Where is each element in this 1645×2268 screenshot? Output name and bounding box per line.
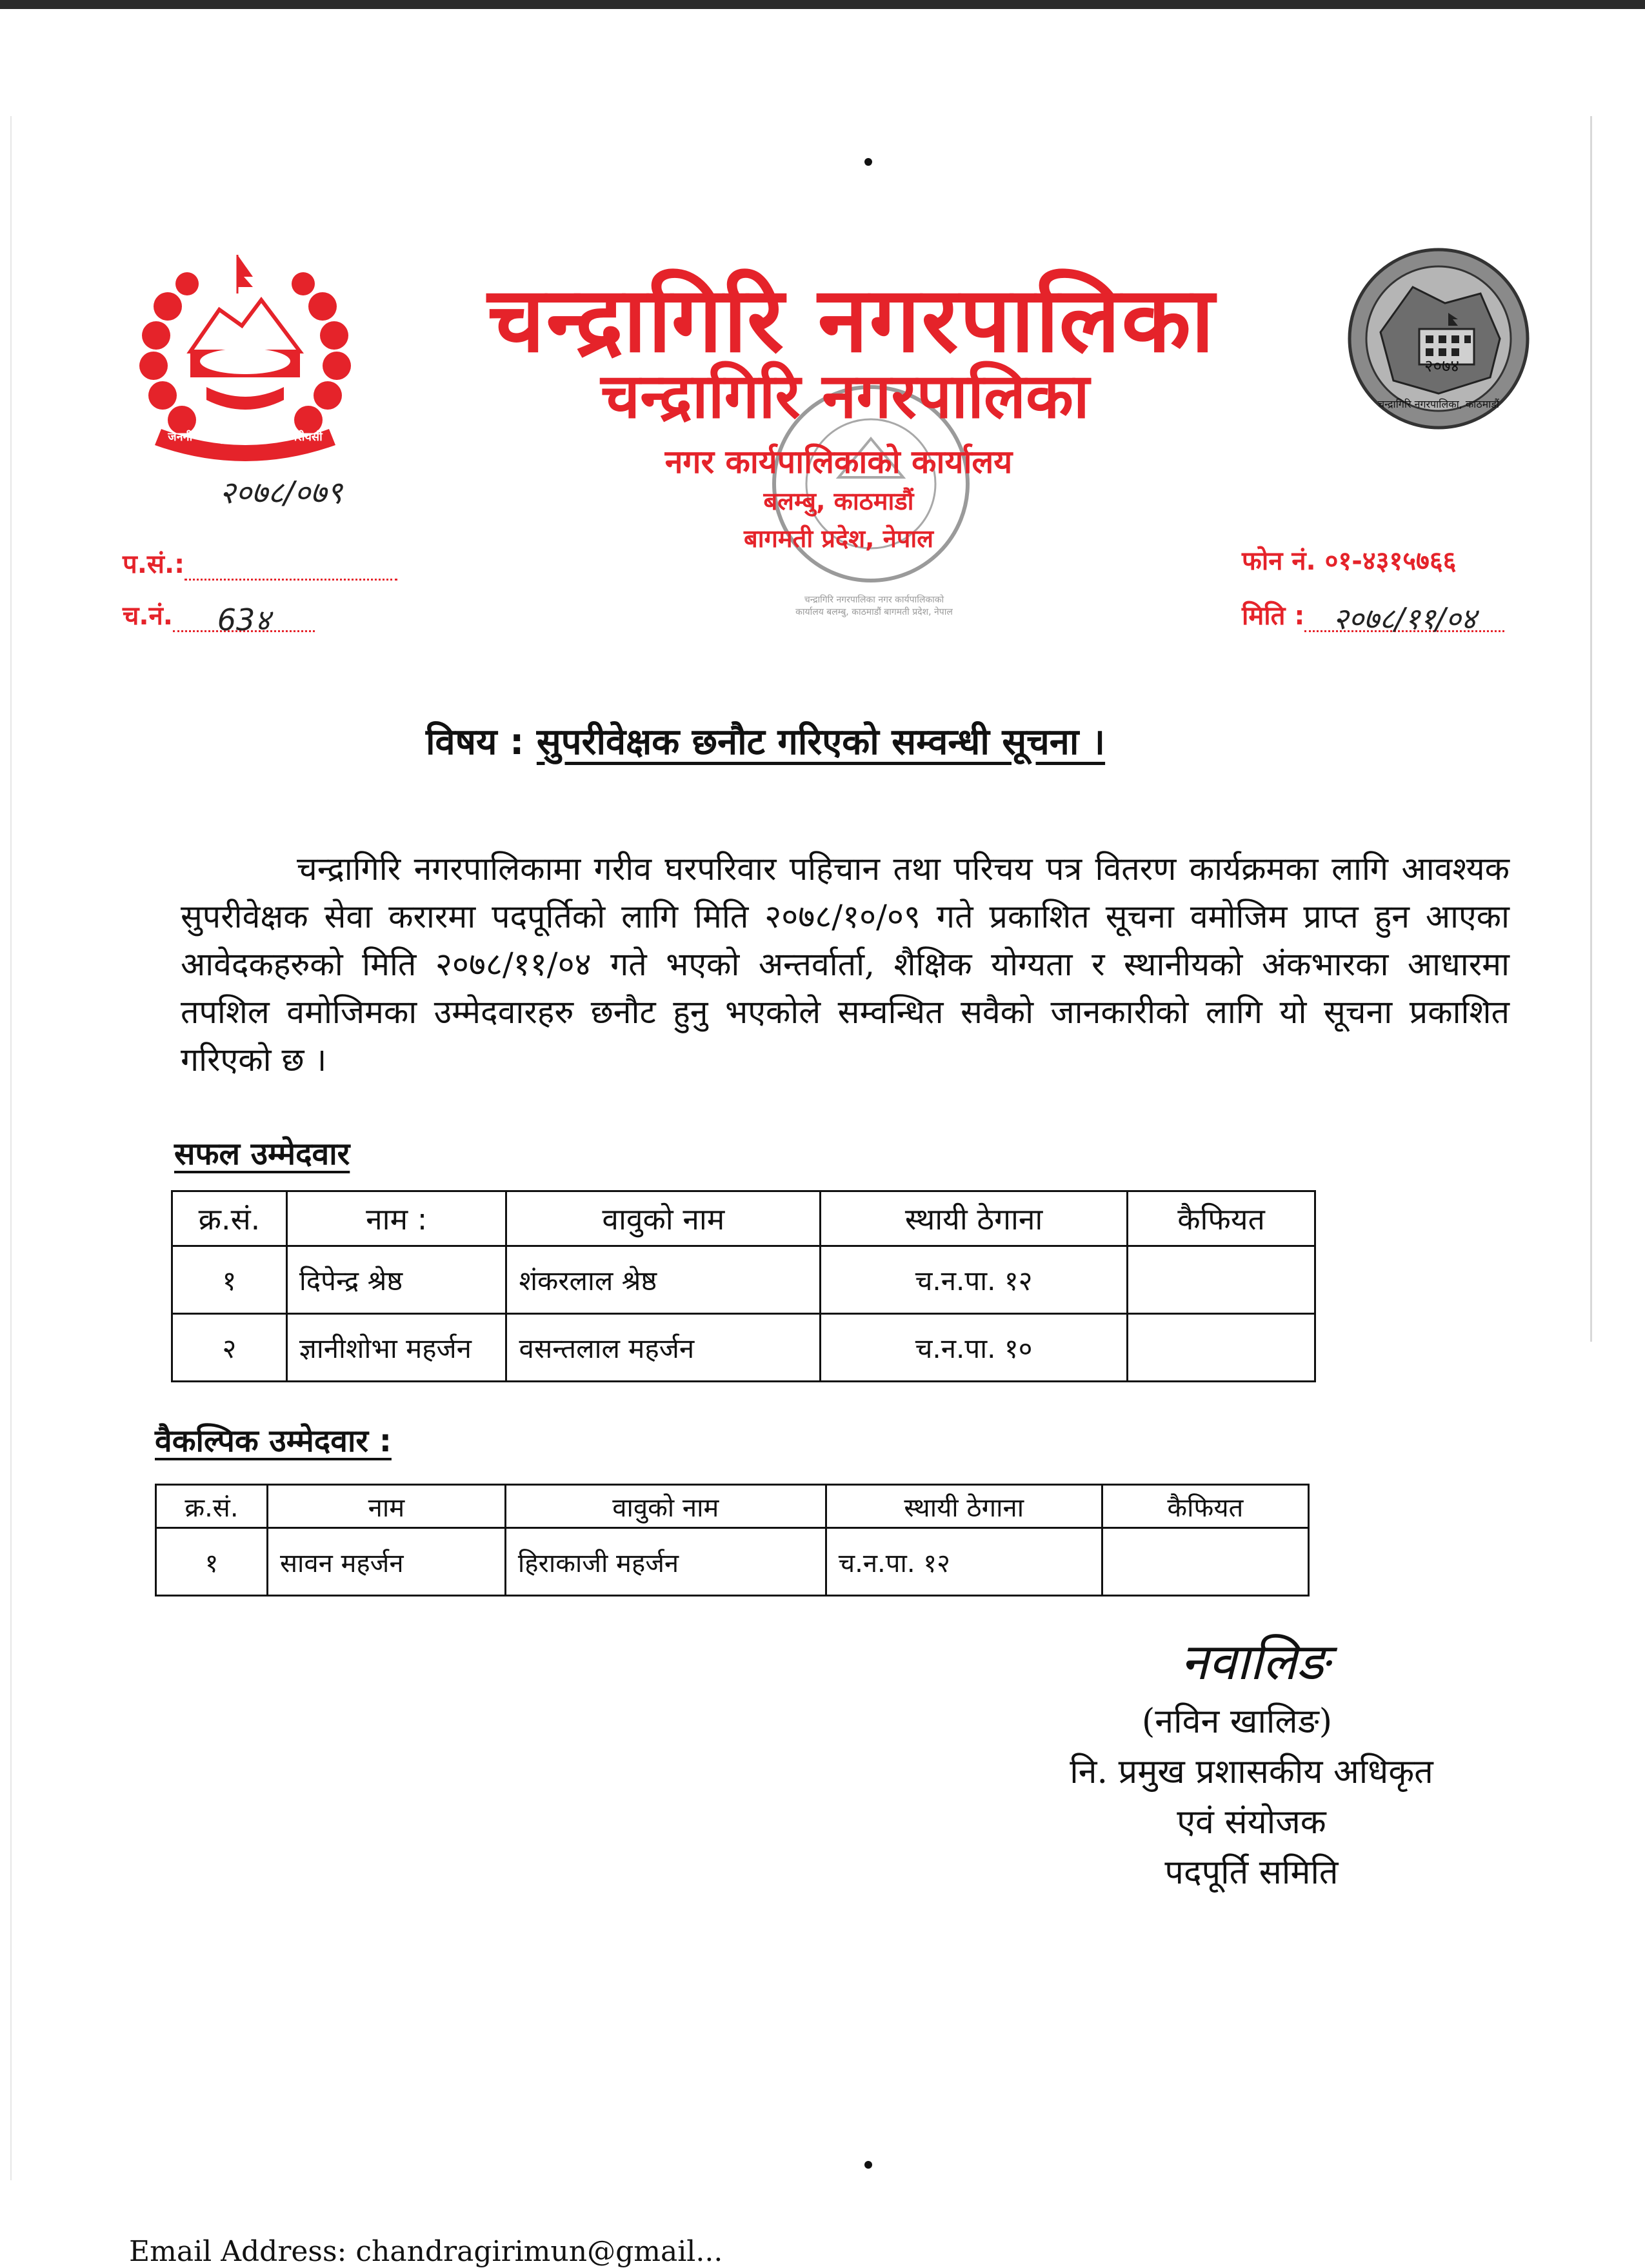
seal-year: २०७४ — [1424, 357, 1460, 376]
scan-speck — [864, 158, 872, 166]
col-address: स्थायी ठेगाना — [821, 1191, 1128, 1246]
col-sn: क्र.सं. — [156, 1485, 268, 1528]
notice-body: चन्द्रागिरि नगरपालिकामा गरीव घरपरिवार पहिचान तथा परिचय पत्र वितरण कार्यक्रमका लागि आवश्यक सुपरीवेक्षक सेवा करारमा पदपूर्तिको लागि मिति २०७८/१०/०९ गते प्रकाशित सूचना वमोजिम प्राप्त हुन आएका आवेदकहरुको मिति २०७८/११/०४ गते भएको अन्तर्वार्ता, शैक्षिक योग्यता र स्थानीयको अंकभारका आधारमा तपशिल वमोजिमका उम्मेदवारहरु छनौट हुनु भएकोले सम्वन्धित सवैको जानकारीको लागि यो सूचना प्रकाशित गरिएको छ । — [181, 850, 1510, 1079]
date-value: २०७८/११/०४ — [1333, 601, 1477, 636]
cell-father: हिराकाजी महर्जन — [505, 1528, 826, 1596]
cell-father: वसन्तलाल महर्जन — [506, 1314, 821, 1382]
table-row — [172, 1246, 1315, 1314]
cell-name: दिपेन्द्र श्रेष्ठ — [286, 1246, 506, 1314]
table-row — [156, 1528, 1309, 1596]
signatory-name: (नविन खालिङ) — [1142, 1702, 1333, 1741]
cell-father: शंकरलाल श्रेष्ठ — [506, 1246, 821, 1314]
col-remarks: कैफियत — [1127, 1191, 1315, 1246]
seal-text: चन्द्रागिरि नगरपालिका, काठमाडौं — [1377, 398, 1500, 410]
cn-row — [123, 597, 315, 637]
cell-sn: १ — [172, 1246, 287, 1314]
signatory-title1: नि. प्रमुख प्रशासकीय अधिकृत — [1070, 1753, 1433, 1791]
col-address: स्थायी ठेगाना — [826, 1485, 1102, 1528]
cn-label: च.नं. — [123, 601, 173, 631]
fiscal-year: २०७८/०७९ — [219, 475, 343, 511]
subject-text: सुपरीवेक्षक छनौट गरिएको सम्वन्धी सूचना । — [536, 721, 1106, 763]
office-address-line2: बागमती प्रदेश, नेपाल — [744, 524, 933, 553]
col-name: नाम — [267, 1485, 505, 1528]
cell-address: च.न.पा. १२ — [826, 1528, 1102, 1596]
scan-left-edge — [10, 116, 12, 2180]
date-row — [1242, 597, 1504, 636]
ps-row — [123, 545, 397, 581]
signatory-block — [987, 1696, 1516, 1898]
phone-number: फोन नं. ०१-४३१५७६६ — [1242, 546, 1457, 576]
municipality-title: चन्द्रागिरि नगरपालिका — [487, 267, 1216, 373]
subject-line — [426, 716, 1264, 765]
cell-remarks — [1102, 1528, 1308, 1596]
signatory-title3: पदपूर्ति समिति — [1164, 1853, 1339, 1892]
scan-speck — [864, 2161, 872, 2169]
cell-sn: २ — [172, 1314, 287, 1382]
cell-address: च.न.पा. १० — [821, 1314, 1128, 1382]
table-header-row — [172, 1191, 1315, 1246]
footer-email: Email Address: chandragirimun@gmail... — [129, 2235, 723, 2268]
alternate-table — [155, 1484, 1310, 1597]
municipality-title-script: चन्द्रागिरि नगरपालिका — [601, 359, 1090, 432]
date-label: मिति : — [1242, 601, 1305, 631]
office-address-line1: बलम्बु, काठमाडौं — [763, 487, 914, 515]
cell-name: ज्ञानीशोभा महर्जन — [286, 1314, 506, 1382]
scan-top-edge — [0, 0, 1645, 9]
cell-address: च.न.पा. १२ — [821, 1246, 1128, 1314]
successful-table — [171, 1190, 1316, 1382]
subject-label: विषय : — [426, 721, 524, 763]
office-name: नगर कार्यपालिकाको कार्यालय — [664, 443, 1013, 481]
col-father: वावुको नाम — [506, 1191, 821, 1246]
signature-scribble: नवालिङ — [1181, 1633, 1329, 1691]
cn-value: 63४ — [217, 602, 271, 637]
ps-label: प.सं.: — [123, 550, 185, 579]
col-father: वावुको नाम — [505, 1485, 826, 1528]
emblem-motto: जननी जन्मभूमिश्च स्वर्गादपि गरीयसी — [168, 430, 323, 444]
cell-name: सावन महर्जन — [267, 1528, 505, 1596]
col-name: नाम : — [286, 1191, 506, 1246]
stamp-text: चन्द्रागिरि नगरपालिका नगर कार्यपालिकाको कार्यालय बलम्बु, काठमाडौं बागमती प्रदेश, नेपाल — [795, 595, 953, 617]
cell-remarks — [1127, 1246, 1315, 1314]
successful-heading: सफल उम्मेदवार — [174, 1136, 350, 1172]
col-sn: क्र.सं. — [172, 1191, 287, 1246]
cell-remarks — [1127, 1314, 1315, 1382]
table-header-row — [156, 1485, 1309, 1528]
table-row — [172, 1314, 1315, 1382]
alternate-heading: वैकल्पिक उम्मेदवार : — [155, 1423, 392, 1459]
ps-blank — [184, 553, 397, 581]
scan-right-edge — [1590, 116, 1592, 1342]
signatory-title2: एवं संयोजक — [1177, 1803, 1326, 1842]
cell-sn: १ — [156, 1528, 268, 1596]
col-remarks: कैफियत — [1102, 1485, 1308, 1528]
